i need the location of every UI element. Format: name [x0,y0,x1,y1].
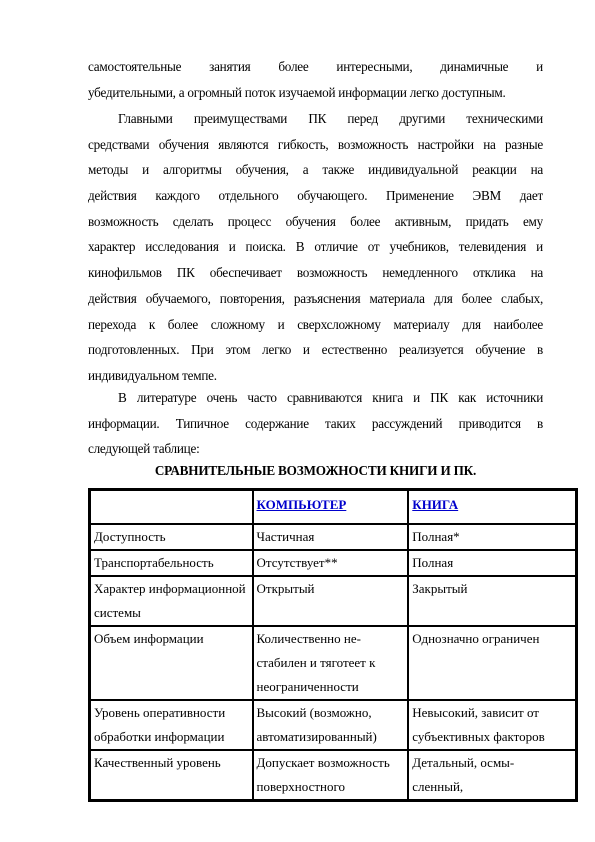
cell-text: поверхностного [256,779,346,794]
cell-text: Объем информации [94,631,204,646]
table-row [90,524,577,550]
text-line: убедительными, а огромный поток изучаемой информации легко доступным. [88,84,506,100]
text-line: индивидуальном темпе. [88,367,217,383]
cell-text: неограниченности [256,679,359,694]
cell-text: Качественный уровень [94,755,221,770]
computer-cell [253,550,409,576]
header-cell-empty [90,490,253,525]
header-cell-book: КНИГА [408,490,576,525]
book-cell [408,700,576,750]
book-cell [408,750,576,801]
paragraph-2 [88,106,543,389]
cell-text: Невысокий, зависит от [412,705,539,720]
row-label-cell [90,524,253,550]
cell-text: субъективных факторов [412,729,545,744]
cell-text: Доступность [94,529,166,544]
table-row [90,550,577,576]
table-title: СРАВНИТЕЛЬНЫЕ ВОЗМОЖНОСТИ КНИГИ И ПК. [154,463,477,478]
text-line: Главными преимуществами ПК перед другими техническими [118,111,543,126]
text-line: действия каждого отдельного обучающего. Применение ЭВМ дает [88,188,543,204]
paragraph-1 [88,54,543,105]
computer-cell [253,750,409,801]
cell-text: Закрытый [412,581,468,596]
text-line: информации. Типичное содержание таких рассуждений приводится в [88,415,543,431]
cell-text: Допускает возможность [256,755,390,770]
row-label-cell [90,750,253,801]
cell-text: системы [94,605,141,620]
text-line: методы и алгоритмы обучения, а также индивидуальной реакции на [88,162,543,178]
text-line: В литературе очень часто сравниваются книга и ПК как источники [118,390,543,405]
cell-text: Высокий (возможно, [256,705,372,720]
cell-text: Детальный, осмы- [412,755,515,770]
text-line: кинофильмов ПК обеспечивает возможность немедленного отклика на [88,265,543,281]
cell-text: Частичная [256,529,315,544]
text-line: средствами обучения являются гибкость, возможность настройки на разные [88,136,543,152]
cell-text: Характер информационной [94,581,246,596]
cell-text: сленный, [412,779,464,794]
cell-text: Отсутствует** [256,555,338,570]
table-row [90,750,577,801]
header-cell-computer: КОМПЬЮТЕР [253,490,409,525]
text-line: самостоятельные занятия более интересными, динамичные и [88,59,543,74]
text-line: действия обучаемого, повторения, разъяснения материала для более слабых, [88,290,543,306]
cell-text: Открытый [256,581,315,596]
cell-text: Полная* [412,529,460,544]
cell-text: стабилен и тяготеет к [256,655,376,670]
cell-text: Количественно не- [256,631,361,646]
computer-cell [253,626,409,700]
cell-text: Уровень оперативности [94,705,226,720]
cell-text: Транспортабельность [94,555,214,570]
paragraph-3 [88,385,543,462]
table-row [90,576,577,626]
text-line: перехода к более сложному и сверхсложному материалу для наиболее [88,316,543,332]
book-cell [408,524,576,550]
text-line: подготовленных. При этом легко и естественно реализуется обучение в [88,342,543,358]
text-line: следующей таблице: [88,441,200,457]
row-label-cell [90,576,253,626]
computer-cell [253,524,409,550]
book-cell [408,550,576,576]
cell-text: Полная [412,555,454,570]
cell-text: Однозначно ограничен [412,631,540,646]
book-cell [408,626,576,700]
row-label-cell [90,550,253,576]
text-line: характер исследования и поиска. В отличие от учебников, телевидения и [88,239,543,255]
comparison-table [88,488,578,802]
cell-text: обработки информации [94,729,225,744]
table-row [90,700,577,750]
row-label-cell [90,700,253,750]
computer-cell [253,576,409,626]
table-header-row [90,490,577,525]
text-line: возможность сделать процесс обучения более активным, придать ему [88,213,543,229]
cell-text: автоматизированный) [256,729,377,744]
computer-cell [253,700,409,750]
book-cell [408,576,576,626]
row-label-cell [90,626,253,700]
table-row [90,626,577,700]
